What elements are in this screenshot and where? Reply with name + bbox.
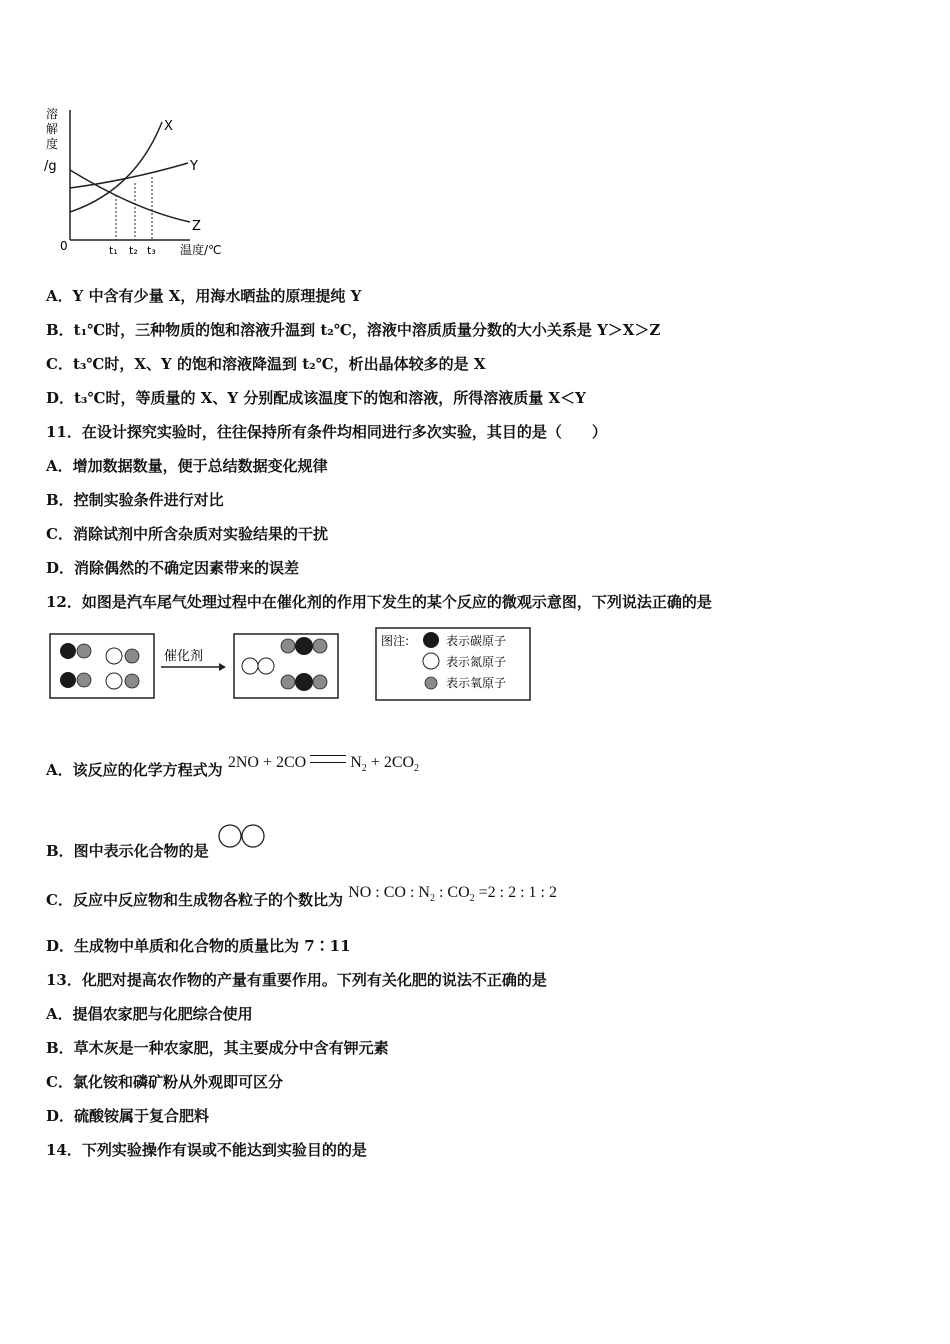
ratio-sub-2: 2 bbox=[469, 893, 475, 904]
carbon-atom bbox=[295, 673, 313, 691]
q12-option-a-text: A．该反应的化学方程式为 bbox=[46, 761, 223, 779]
ratio-formula bbox=[348, 883, 557, 909]
q13-stem: 13．化肥对提高农作物的产量有重要作用。下列有关化肥的说法不正确的是 bbox=[46, 971, 547, 989]
q11-stem: 11．在设计探究实验时，往往保持所有条件均相同进行多次实验，其目的是（ ） bbox=[46, 423, 607, 441]
q13-option-c: C．氯化铵和磷矿粉从外观即可区分 bbox=[46, 1073, 283, 1091]
carbon-atom bbox=[295, 637, 313, 655]
q12-stem: 12．如图是汽车尾气处理过程中在催化剂的作用下发生的某个反应的微观示意图，下列说法正确的是 bbox=[46, 593, 712, 611]
curve-x bbox=[70, 122, 162, 212]
curve-y-label: Y bbox=[190, 159, 198, 174]
equation-n-sub: 2 bbox=[361, 763, 367, 774]
equals-sign bbox=[310, 755, 346, 763]
n2-molecule-icon bbox=[216, 822, 268, 850]
oxygen-atom bbox=[77, 673, 91, 687]
arrow-head bbox=[219, 663, 226, 671]
carbon-atom bbox=[60, 672, 76, 688]
q13-option-b: B．草木灰是一种农家肥，其主要成分中含有钾元素 bbox=[46, 1039, 389, 1057]
q11-option-a: A．增加数据数量，便于总结数据变化规律 bbox=[46, 457, 328, 475]
q10-option-c: C．t₃℃时，X、Y 的饱和溶液降温到 t₂℃，析出晶体较多的是 X bbox=[46, 355, 486, 373]
nitrogen-atom bbox=[242, 658, 258, 674]
y-label-3: 度 bbox=[46, 137, 59, 151]
oxygen-atom bbox=[77, 644, 91, 658]
t1-label: t₁ bbox=[109, 244, 118, 257]
q12-option-d: D．生成物中单质和化合物的质量比为 7∶11 bbox=[46, 937, 351, 955]
oxygen-atom bbox=[281, 675, 295, 689]
q10-option-d: D．t₃℃时，等质量的 X、Y 分别配成该温度下的饱和溶液，所得溶液质量 X＜Y bbox=[46, 389, 586, 407]
legend-carbon-icon bbox=[423, 632, 439, 648]
curve-x-label: X bbox=[164, 119, 173, 134]
q12-option-b bbox=[46, 830, 268, 861]
oxygen-atom bbox=[125, 674, 139, 688]
ratio-part-2: : CO bbox=[434, 884, 470, 901]
nitrogen-atom bbox=[106, 648, 122, 664]
carbon-atom bbox=[60, 643, 76, 659]
x-axis-label: 温度/℃ bbox=[180, 243, 222, 257]
oxygen-atom bbox=[125, 649, 139, 663]
equation-lhs: 2NO + 2CO bbox=[227, 754, 307, 771]
q12-option-b-text: B．图中表示化合物的是 bbox=[46, 842, 209, 860]
curve-z-label: Z bbox=[192, 219, 201, 234]
q13-option-d: D．硫酸铵属于复合肥料 bbox=[46, 1107, 210, 1125]
catalyst-label: 催化剂 bbox=[164, 649, 204, 664]
nitrogen-atom bbox=[258, 658, 274, 674]
q12-option-c bbox=[46, 884, 557, 917]
q10-option-b: B．t₁℃时，三种物质的饱和溶液升温到 t₂℃，溶液中溶质质量分数的大小关系是 Y＞X＞Z bbox=[46, 321, 661, 339]
q10-option-a: A．Y 中含有少量 X，用海水晒盐的原理提纯 Y bbox=[46, 287, 362, 305]
oxygen-atom bbox=[313, 675, 327, 689]
legend-title: 图注: bbox=[381, 634, 410, 648]
legend-nitrogen-icon bbox=[423, 653, 439, 669]
q12-option-a bbox=[46, 754, 420, 787]
reaction-diagram bbox=[46, 626, 536, 706]
ratio-sub-1: 2 bbox=[429, 893, 435, 904]
y-label-1: 溶 bbox=[46, 107, 59, 121]
t3-label: t₃ bbox=[147, 244, 156, 257]
equation-n: N bbox=[350, 754, 362, 771]
legend-oxygen: 表示氧原子 bbox=[446, 676, 507, 690]
legend-nitrogen: 表示氮原子 bbox=[446, 655, 507, 669]
legend-carbon: 表示碳原子 bbox=[446, 634, 507, 648]
t2-label: t₂ bbox=[129, 244, 138, 257]
q13-option-a: A．提倡农家肥与化肥综合使用 bbox=[46, 1005, 253, 1023]
y-unit: /g bbox=[44, 159, 57, 174]
q12-option-c-text: C．反应中反应物和生成物各粒子的个数比为 bbox=[46, 891, 343, 909]
ratio-part-3: =2 : 2 : 1 : 2 bbox=[474, 884, 557, 901]
equation-plus: + 2CO bbox=[366, 754, 415, 771]
q14-stem: 14．下列实验操作有误或不能达到实验目的的是 bbox=[46, 1141, 367, 1159]
origin-label: 0 bbox=[60, 239, 68, 253]
legend-oxygen-icon bbox=[425, 677, 437, 689]
q11-option-d: D．消除偶然的不确定因素带来的误差 bbox=[46, 559, 300, 577]
solubility-graph bbox=[40, 100, 240, 260]
nitrogen-atom bbox=[106, 673, 122, 689]
y-label-2: 解 bbox=[46, 122, 59, 136]
equation-co2-sub: 2 bbox=[414, 763, 420, 774]
oxygen-atom bbox=[313, 639, 327, 653]
q11-option-c: C．消除试剂中所含杂质对实验结果的干扰 bbox=[46, 525, 328, 543]
oxygen-atom bbox=[281, 639, 295, 653]
ratio-part-1: NO : CO : N bbox=[348, 884, 430, 901]
equation bbox=[228, 753, 419, 779]
q11-option-b: B．控制实验条件进行对比 bbox=[46, 491, 224, 509]
